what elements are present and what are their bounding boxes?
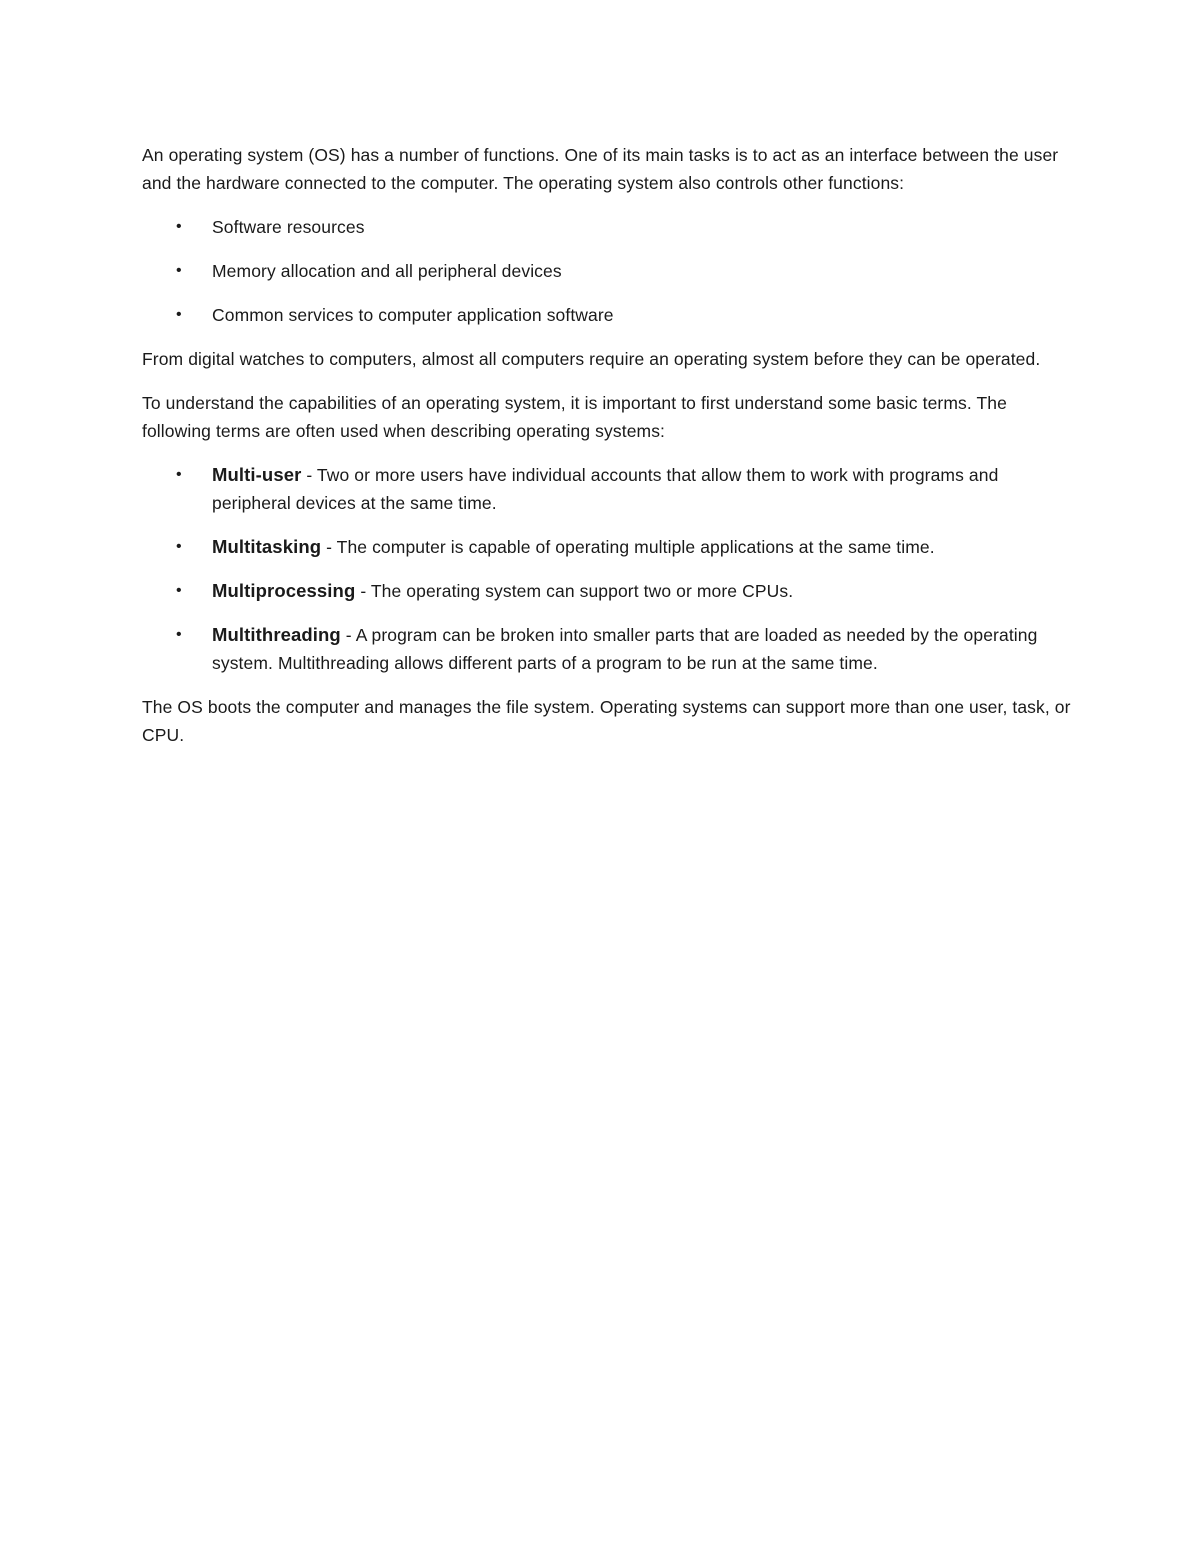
digital-paragraph: From digital watches to computers, almost all computers require an operating system before they can be operated. <box>142 349 1041 369</box>
term-name: Multitasking <box>212 536 322 557</box>
list-item <box>142 577 1072 605</box>
function-text: Memory allocation and all peripheral devices <box>212 261 562 281</box>
terms-list <box>142 461 1072 677</box>
intro-paragraph: An operating system (OS) has a number of functions. One of its main tasks is to act as an interface between the user and the hardware connected to the computer. The operating system also controls other functions: <box>142 145 1059 193</box>
functions-list <box>142 213 1072 329</box>
bullet-icon: • <box>176 538 182 555</box>
term-description: - Two or more users have individual accounts that allow them to work with programs and peripheral devices at the same time. <box>212 465 999 513</box>
list-item <box>142 257 1072 285</box>
bullet-icon: • <box>176 626 182 643</box>
list-item <box>142 621 1072 677</box>
list-item <box>142 301 1072 329</box>
bullet-icon: • <box>176 218 182 235</box>
closing-paragraph: The OS boots the computer and manages the file system. Operating systems can support more than one user, task, or CPU. <box>142 697 1071 745</box>
term-description: - A program can be broken into smaller parts that are loaded as needed by the operating system. Multithreading allows different parts of a program to be run at the same time. <box>212 625 1038 673</box>
list-item <box>142 461 1072 517</box>
bullet-icon: • <box>176 582 182 599</box>
terms-intro-paragraph: To understand the capabilities of an operating system, it is important to first understand some basic terms. The following terms are often used when describing operating systems: <box>142 393 1007 441</box>
term-name: Multithreading <box>212 624 341 645</box>
list-item <box>142 213 1072 241</box>
bullet-icon: • <box>176 262 182 279</box>
document-page <box>142 141 1072 765</box>
term-name: Multi-user <box>212 464 302 485</box>
term-description: - The operating system can support two or more CPUs. <box>355 581 794 601</box>
term-description: - The computer is capable of operating multiple applications at the same time. <box>321 537 935 557</box>
function-text: Software resources <box>212 217 365 237</box>
list-item <box>142 533 1072 561</box>
bullet-icon: • <box>176 466 182 483</box>
bullet-icon: • <box>176 306 182 323</box>
term-name: Multiprocessing <box>212 580 356 601</box>
function-text: Common services to computer application software <box>212 305 614 325</box>
